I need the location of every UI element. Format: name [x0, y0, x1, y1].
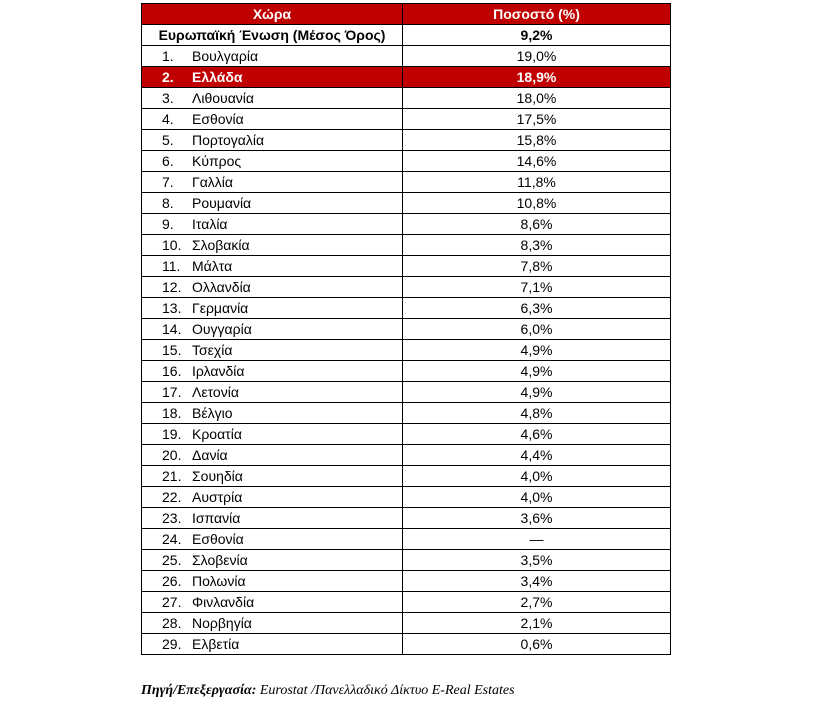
rank-number: 3.: [162, 90, 174, 106]
table-row: [142, 130, 671, 151]
table-row: [142, 424, 671, 445]
country-cell: [142, 151, 403, 172]
country-name: Εσθονία: [192, 111, 244, 127]
country-name: Ισπανία: [192, 510, 241, 526]
rank-number: 23.: [162, 510, 182, 526]
country-cell: [142, 487, 403, 508]
rank-number: 20.: [162, 447, 182, 463]
rank-number: 28.: [162, 615, 182, 631]
rank-number: 10.: [162, 237, 182, 253]
rank-number: 11.: [162, 258, 181, 274]
country-cell: [142, 172, 403, 193]
source-label: Πηγή/Επεξεργασία:: [141, 683, 257, 698]
table-row: [142, 319, 671, 340]
table-row: [142, 445, 671, 466]
country-cell: [142, 382, 403, 403]
country-cell: [142, 571, 403, 592]
country-name: Κύπρος: [192, 153, 242, 169]
country-cell: [142, 109, 403, 130]
percent-cell: 3,4%: [403, 571, 671, 592]
table-row: [142, 487, 671, 508]
rank-number: 6.: [162, 153, 174, 169]
country-cell: [142, 88, 403, 109]
country-cell: [142, 424, 403, 445]
country-name: Νορβηγία: [192, 615, 252, 631]
country-name: Εσθονία: [192, 531, 244, 547]
country-cell: [142, 277, 403, 298]
percent-cell: 4,6%: [403, 424, 671, 445]
source-text: Eurostat /Πανελλαδικό Δίκτυο E-Real Estates: [256, 683, 515, 698]
rank-number: 17.: [162, 384, 182, 400]
average-label: Ευρωπαϊκή Ένωση (Μέσος Όρος): [142, 25, 403, 46]
country-name: Λιθουανία: [192, 90, 254, 106]
average-row: [142, 25, 671, 46]
country-cell: [142, 214, 403, 235]
country-name: Βουλγαρία: [192, 48, 259, 64]
table-row: [142, 466, 671, 487]
rank-number: 25.: [162, 552, 182, 568]
rank-number: 9.: [162, 216, 174, 232]
country-name: Κροατία: [192, 426, 242, 442]
percent-cell: 6,3%: [403, 298, 671, 319]
table-row: [142, 571, 671, 592]
country-name: Γερμανία: [192, 300, 249, 316]
rank-number: 14.: [162, 321, 182, 337]
percent-cell: 3,6%: [403, 508, 671, 529]
data-table: [141, 3, 671, 655]
country-name: Ιταλία: [192, 216, 228, 232]
table-row: [142, 613, 671, 634]
country-name: Ουγγαρία: [192, 321, 252, 337]
source-note: [141, 683, 515, 699]
rank-number: 26.: [162, 573, 182, 589]
country-cell: [142, 319, 403, 340]
table-row: [142, 277, 671, 298]
country-cell: [142, 613, 403, 634]
percent-cell: 4,8%: [403, 403, 671, 424]
table-row: [142, 172, 671, 193]
table-row: [142, 403, 671, 424]
percent-cell: 4,9%: [403, 340, 671, 361]
country-name: Σλοβενία: [192, 552, 248, 568]
country-cell: [142, 340, 403, 361]
table-row: [142, 46, 671, 67]
average-value: 9,2%: [403, 25, 671, 46]
percent-cell: 14,6%: [403, 151, 671, 172]
table-row: [142, 235, 671, 256]
country-name: Σλοβακία: [192, 237, 250, 253]
percent-cell: 6,0%: [403, 319, 671, 340]
rank-number: 7.: [162, 174, 174, 190]
table-row: [142, 151, 671, 172]
table-row: [142, 214, 671, 235]
table-row: [142, 634, 671, 655]
percent-cell: 15,8%: [403, 130, 671, 151]
country-name: Πολωνία: [192, 573, 246, 589]
rank-number: 2.: [162, 69, 174, 85]
rank-number: 12.: [162, 279, 182, 295]
percent-cell: 19,0%: [403, 46, 671, 67]
table-row: [142, 109, 671, 130]
percent-cell: 4,4%: [403, 445, 671, 466]
percent-cell: 2,1%: [403, 613, 671, 634]
country-cell: [142, 592, 403, 613]
country-name: Ελβετία: [192, 636, 240, 652]
table-row: [142, 529, 671, 550]
table-row: [142, 88, 671, 109]
percent-cell: 4,0%: [403, 466, 671, 487]
country-cell: [142, 466, 403, 487]
percent-cell: 4,9%: [403, 382, 671, 403]
percent-cell: 0,6%: [403, 634, 671, 655]
rank-number: 21.: [162, 468, 182, 484]
table-row: [142, 592, 671, 613]
table-row: [142, 382, 671, 403]
country-cell: [142, 550, 403, 571]
country-name: Βέλγιο: [192, 405, 233, 421]
rank-number: 1.: [162, 48, 174, 64]
percent-cell: 4,0%: [403, 487, 671, 508]
table-row: [142, 256, 671, 277]
country-cell: [142, 445, 403, 466]
country-cell: [142, 298, 403, 319]
percent-cell: 7,8%: [403, 256, 671, 277]
country-cell: [142, 361, 403, 382]
country-cell: [142, 508, 403, 529]
header-percent: Ποσοστό (%): [403, 4, 671, 25]
country-name: Φινλανδία: [192, 594, 255, 610]
rank-number: 13.: [162, 300, 182, 316]
percent-cell: 17,5%: [403, 109, 671, 130]
country-name: Τσεχία: [192, 342, 233, 358]
country-name: Δανία: [192, 447, 228, 463]
header-row: [142, 4, 671, 25]
rank-number: 16.: [162, 363, 182, 379]
country-name: Πορτογαλία: [192, 132, 265, 148]
country-cell: [142, 130, 403, 151]
country-cell: [142, 256, 403, 277]
percent-cell: 10,8%: [403, 193, 671, 214]
country-name: Σουηδία: [192, 468, 243, 484]
table-row: [142, 298, 671, 319]
country-name: Αυστρία: [192, 489, 243, 505]
rank-number: 5.: [162, 132, 174, 148]
country-cell: [142, 634, 403, 655]
rank-number: 18.: [162, 405, 182, 421]
rank-number: 8.: [162, 195, 174, 211]
percent-cell: 8,6%: [403, 214, 671, 235]
rank-number: 15.: [162, 342, 182, 358]
country-cell: [142, 403, 403, 424]
table-row: [142, 67, 671, 88]
percent-cell: 3,5%: [403, 550, 671, 571]
rank-number: 19.: [162, 426, 182, 442]
country-cell: [142, 235, 403, 256]
percent-cell: 11,8%: [403, 172, 671, 193]
rank-number: 22.: [162, 489, 182, 505]
percent-cell: 2,7%: [403, 592, 671, 613]
rank-number: 27.: [162, 594, 182, 610]
percent-cell: 4,9%: [403, 361, 671, 382]
country-name: Γαλλία: [192, 174, 234, 190]
table-row: [142, 508, 671, 529]
table-row: [142, 340, 671, 361]
country-name: Ολλανδία: [192, 279, 251, 295]
country-name: Μάλτα: [192, 258, 233, 274]
percent-cell: 18,0%: [403, 88, 671, 109]
table-row: [142, 361, 671, 382]
table-row: [142, 193, 671, 214]
country-cell: [142, 46, 403, 67]
table-row: [142, 550, 671, 571]
country-cell: [142, 193, 403, 214]
percent-cell: —: [403, 529, 671, 550]
country-name: Ρουμανία: [192, 195, 252, 211]
country-name: Ελλάδα: [192, 69, 243, 85]
header-country: Χώρα: [142, 4, 403, 25]
country-name: Ιρλανδία: [192, 363, 245, 379]
percent-cell: 18,9%: [403, 67, 671, 88]
country-cell: [142, 529, 403, 550]
rank-number: 24.: [162, 531, 182, 547]
country-name: Λετονία: [192, 384, 239, 400]
percent-cell: 7,1%: [403, 277, 671, 298]
country-cell: [142, 67, 403, 88]
rank-number: 29.: [162, 636, 182, 652]
percent-cell: 8,3%: [403, 235, 671, 256]
rank-number: 4.: [162, 111, 174, 127]
